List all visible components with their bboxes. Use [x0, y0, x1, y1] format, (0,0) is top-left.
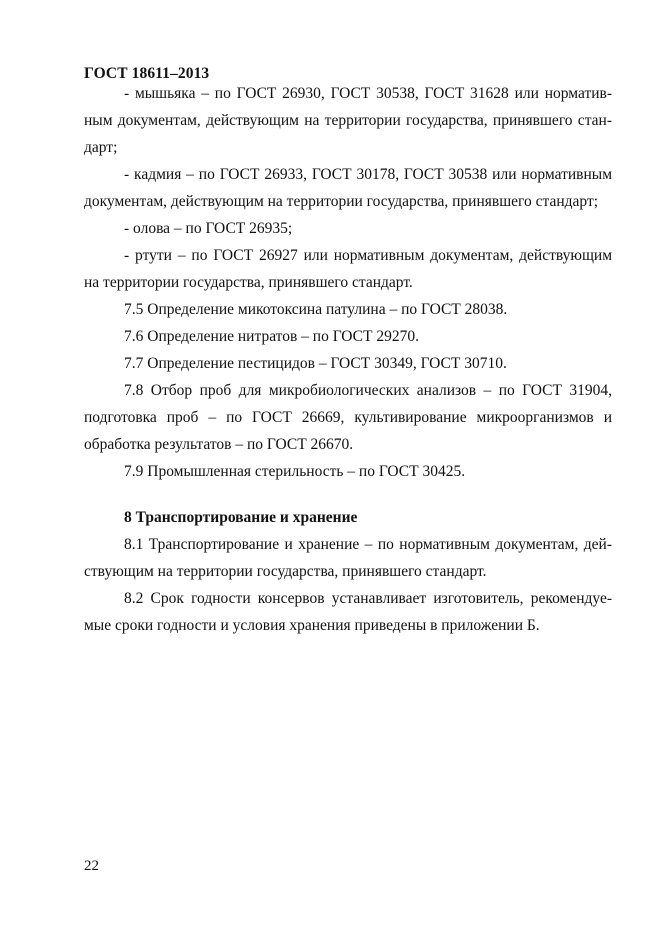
paragraph-arsenic: - мышьяка – по ГОСТ 26930, ГОСТ 30538, ГОСТ 31628 или норматив-ным документам, действующим на территории государства, принявшего стан-дарт;: [84, 85, 612, 156]
paragraph-7-6: 7.6 Определение нитратов – по ГОСТ 29270.: [124, 328, 419, 345]
paragraph-7-8: 7.8 Отбор проб для микробиологических анализов – по ГОСТ 31904, подготовка проб – по ГОСТ 26669, культивирование микроорганизмов и обработка результатов – по ГОСТ 26670.: [84, 382, 612, 453]
document-code-header: ГОСТ 18611–2013: [84, 65, 210, 82]
paragraph-7-5: 7.5 Определение микотоксина патулина – по ГОСТ 28038.: [124, 301, 508, 318]
paragraph-cadmium: - кадмия – по ГОСТ 26933, ГОСТ 30178, ГОСТ 30538 или нормативным документам, действующим на территории государства, принявшего стандарт;: [84, 166, 612, 210]
section-8-heading: 8 Транспортирование и хранение: [124, 509, 358, 526]
paragraph-8-2: 8.2 Срок годности консервов устанавливает изготовитель, рекомендуе-мые сроки годности и условия хранения приведены в приложении Б.: [84, 590, 612, 634]
paragraph-7-7: 7.7 Определение пестицидов – ГОСТ 30349, ГОСТ 30710.: [124, 355, 507, 372]
page-number: 22: [84, 858, 99, 874]
paragraph-8-1: 8.1 Транспортирование и хранение – по нормативным документам, дей-ствующим на территории государства, принявшего стандарт.: [84, 536, 612, 580]
paragraph-mercury: - ртути – по ГОСТ 26927 или нормативным документам, действующим на территории государства, принявшего стандарт.: [84, 247, 612, 291]
paragraph-7-9: 7.9 Промышленная стерильность – по ГОСТ 30425.: [124, 463, 466, 480]
paragraph-tin: - олова – по ГОСТ 26935;: [124, 220, 293, 237]
document-body: [84, 80, 612, 639]
